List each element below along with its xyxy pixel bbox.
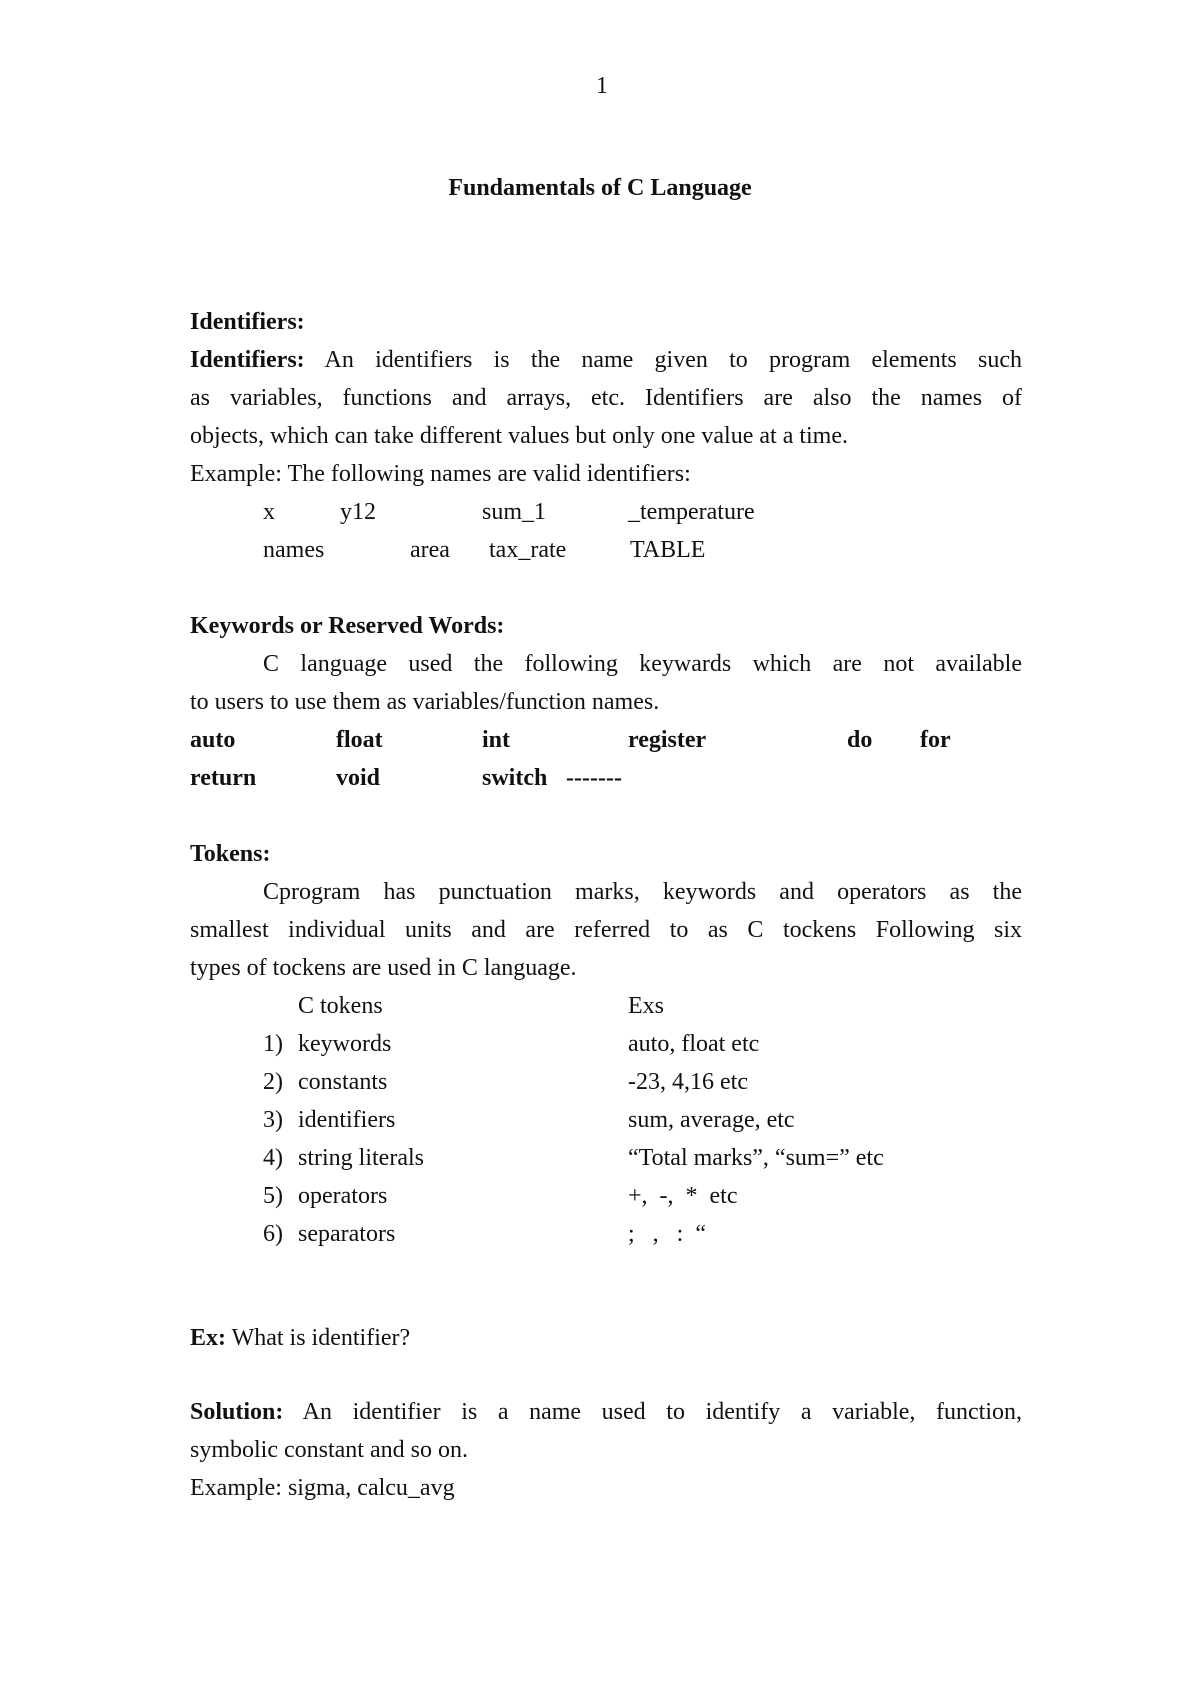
identifiers-lead: Identifiers: bbox=[190, 347, 305, 373]
token-number: 1) bbox=[263, 1031, 283, 1057]
identifier-example: names bbox=[263, 537, 325, 563]
token-example: auto, float etc bbox=[628, 1031, 760, 1057]
keyword-ellipsis: ------- bbox=[566, 765, 622, 791]
token-name: identifiers bbox=[298, 1107, 396, 1133]
identifier-example: y12 bbox=[340, 499, 376, 525]
keyword: void bbox=[336, 765, 381, 791]
token-example: sum, average, etc bbox=[628, 1107, 795, 1133]
keyword: for bbox=[920, 727, 951, 753]
keyword: return bbox=[190, 765, 257, 791]
token-example: +, -, * etc bbox=[628, 1183, 738, 1209]
identifier-example: tax_rate bbox=[489, 537, 567, 563]
identifier-example: _temperature bbox=[628, 499, 755, 525]
keywords-heading: Keywords or Reserved Words: bbox=[190, 613, 505, 639]
identifier-example: TABLE bbox=[630, 537, 706, 563]
token-name: operators bbox=[298, 1183, 388, 1209]
solution-line1: Solution: An identifier is a name used to identify a variable, function, bbox=[190, 1399, 1022, 1425]
identifiers-paragraph-line1: Identifiers: An identifiers is the name given to program elements such bbox=[190, 347, 1022, 373]
identifier-example: x bbox=[263, 499, 275, 525]
token-name: separators bbox=[298, 1221, 396, 1247]
token-example: “Total marks”, “sum=” etc bbox=[628, 1145, 884, 1171]
page-number: 1 bbox=[596, 73, 608, 99]
solution-line2: symbolic constant and so on. bbox=[190, 1437, 468, 1463]
identifier-example: area bbox=[410, 537, 450, 563]
identifiers-paragraph-line3: objects, which can take different values but only one value at a time. bbox=[190, 423, 848, 449]
tokens-paragraph-line1: Cprogram has punctuation marks, keywords and operators as the bbox=[263, 879, 1022, 905]
token-number: 3) bbox=[263, 1107, 283, 1133]
keyword: auto bbox=[190, 727, 236, 753]
token-number: 2) bbox=[263, 1069, 283, 1095]
keywords-paragraph-line1: C language used the following keywards which are not available bbox=[263, 651, 1022, 677]
keyword: switch bbox=[482, 765, 548, 791]
exercise-label: Ex: bbox=[190, 1325, 226, 1351]
keywords-paragraph-line2: to users to use them as variables/function names. bbox=[190, 689, 660, 715]
identifiers-heading: Identifiers: bbox=[190, 309, 305, 335]
token-example: ; , : “ bbox=[628, 1221, 706, 1247]
tokens-table-header-col2: Exs bbox=[628, 993, 664, 1019]
token-number: 6) bbox=[263, 1221, 283, 1247]
token-name: string literals bbox=[298, 1145, 424, 1171]
exercise-question: Ex: What is identifier? bbox=[190, 1325, 411, 1351]
token-name: keywords bbox=[298, 1031, 392, 1057]
keyword: int bbox=[482, 727, 511, 753]
keyword: register bbox=[628, 727, 707, 753]
identifiers-paragraph-line2: as variables, functions and arrays, etc. Identifiers are also the names of bbox=[190, 385, 1022, 411]
keyword: do bbox=[847, 727, 873, 753]
solution-example: Example: sigma, calcu_avg bbox=[190, 1475, 455, 1501]
identifier-example: sum_1 bbox=[482, 499, 547, 525]
tokens-paragraph-line3: types of tockens are used in C language. bbox=[190, 955, 577, 981]
document-title: Fundamentals of C Language bbox=[448, 175, 752, 201]
token-example: -23, 4,16 etc bbox=[628, 1069, 748, 1095]
tokens-paragraph-line2: smallest individual units and are referred to as C tockens Following six bbox=[190, 917, 1022, 943]
solution-label: Solution: bbox=[190, 1399, 284, 1425]
identifiers-example-label: Example: The following names are valid identifiers: bbox=[190, 461, 691, 487]
keyword: float bbox=[336, 727, 383, 753]
tokens-table-header-col1: C tokens bbox=[298, 993, 383, 1019]
tokens-heading: Tokens: bbox=[190, 841, 271, 867]
token-number: 4) bbox=[263, 1145, 283, 1171]
token-number: 5) bbox=[263, 1183, 283, 1209]
token-name: constants bbox=[298, 1069, 388, 1095]
